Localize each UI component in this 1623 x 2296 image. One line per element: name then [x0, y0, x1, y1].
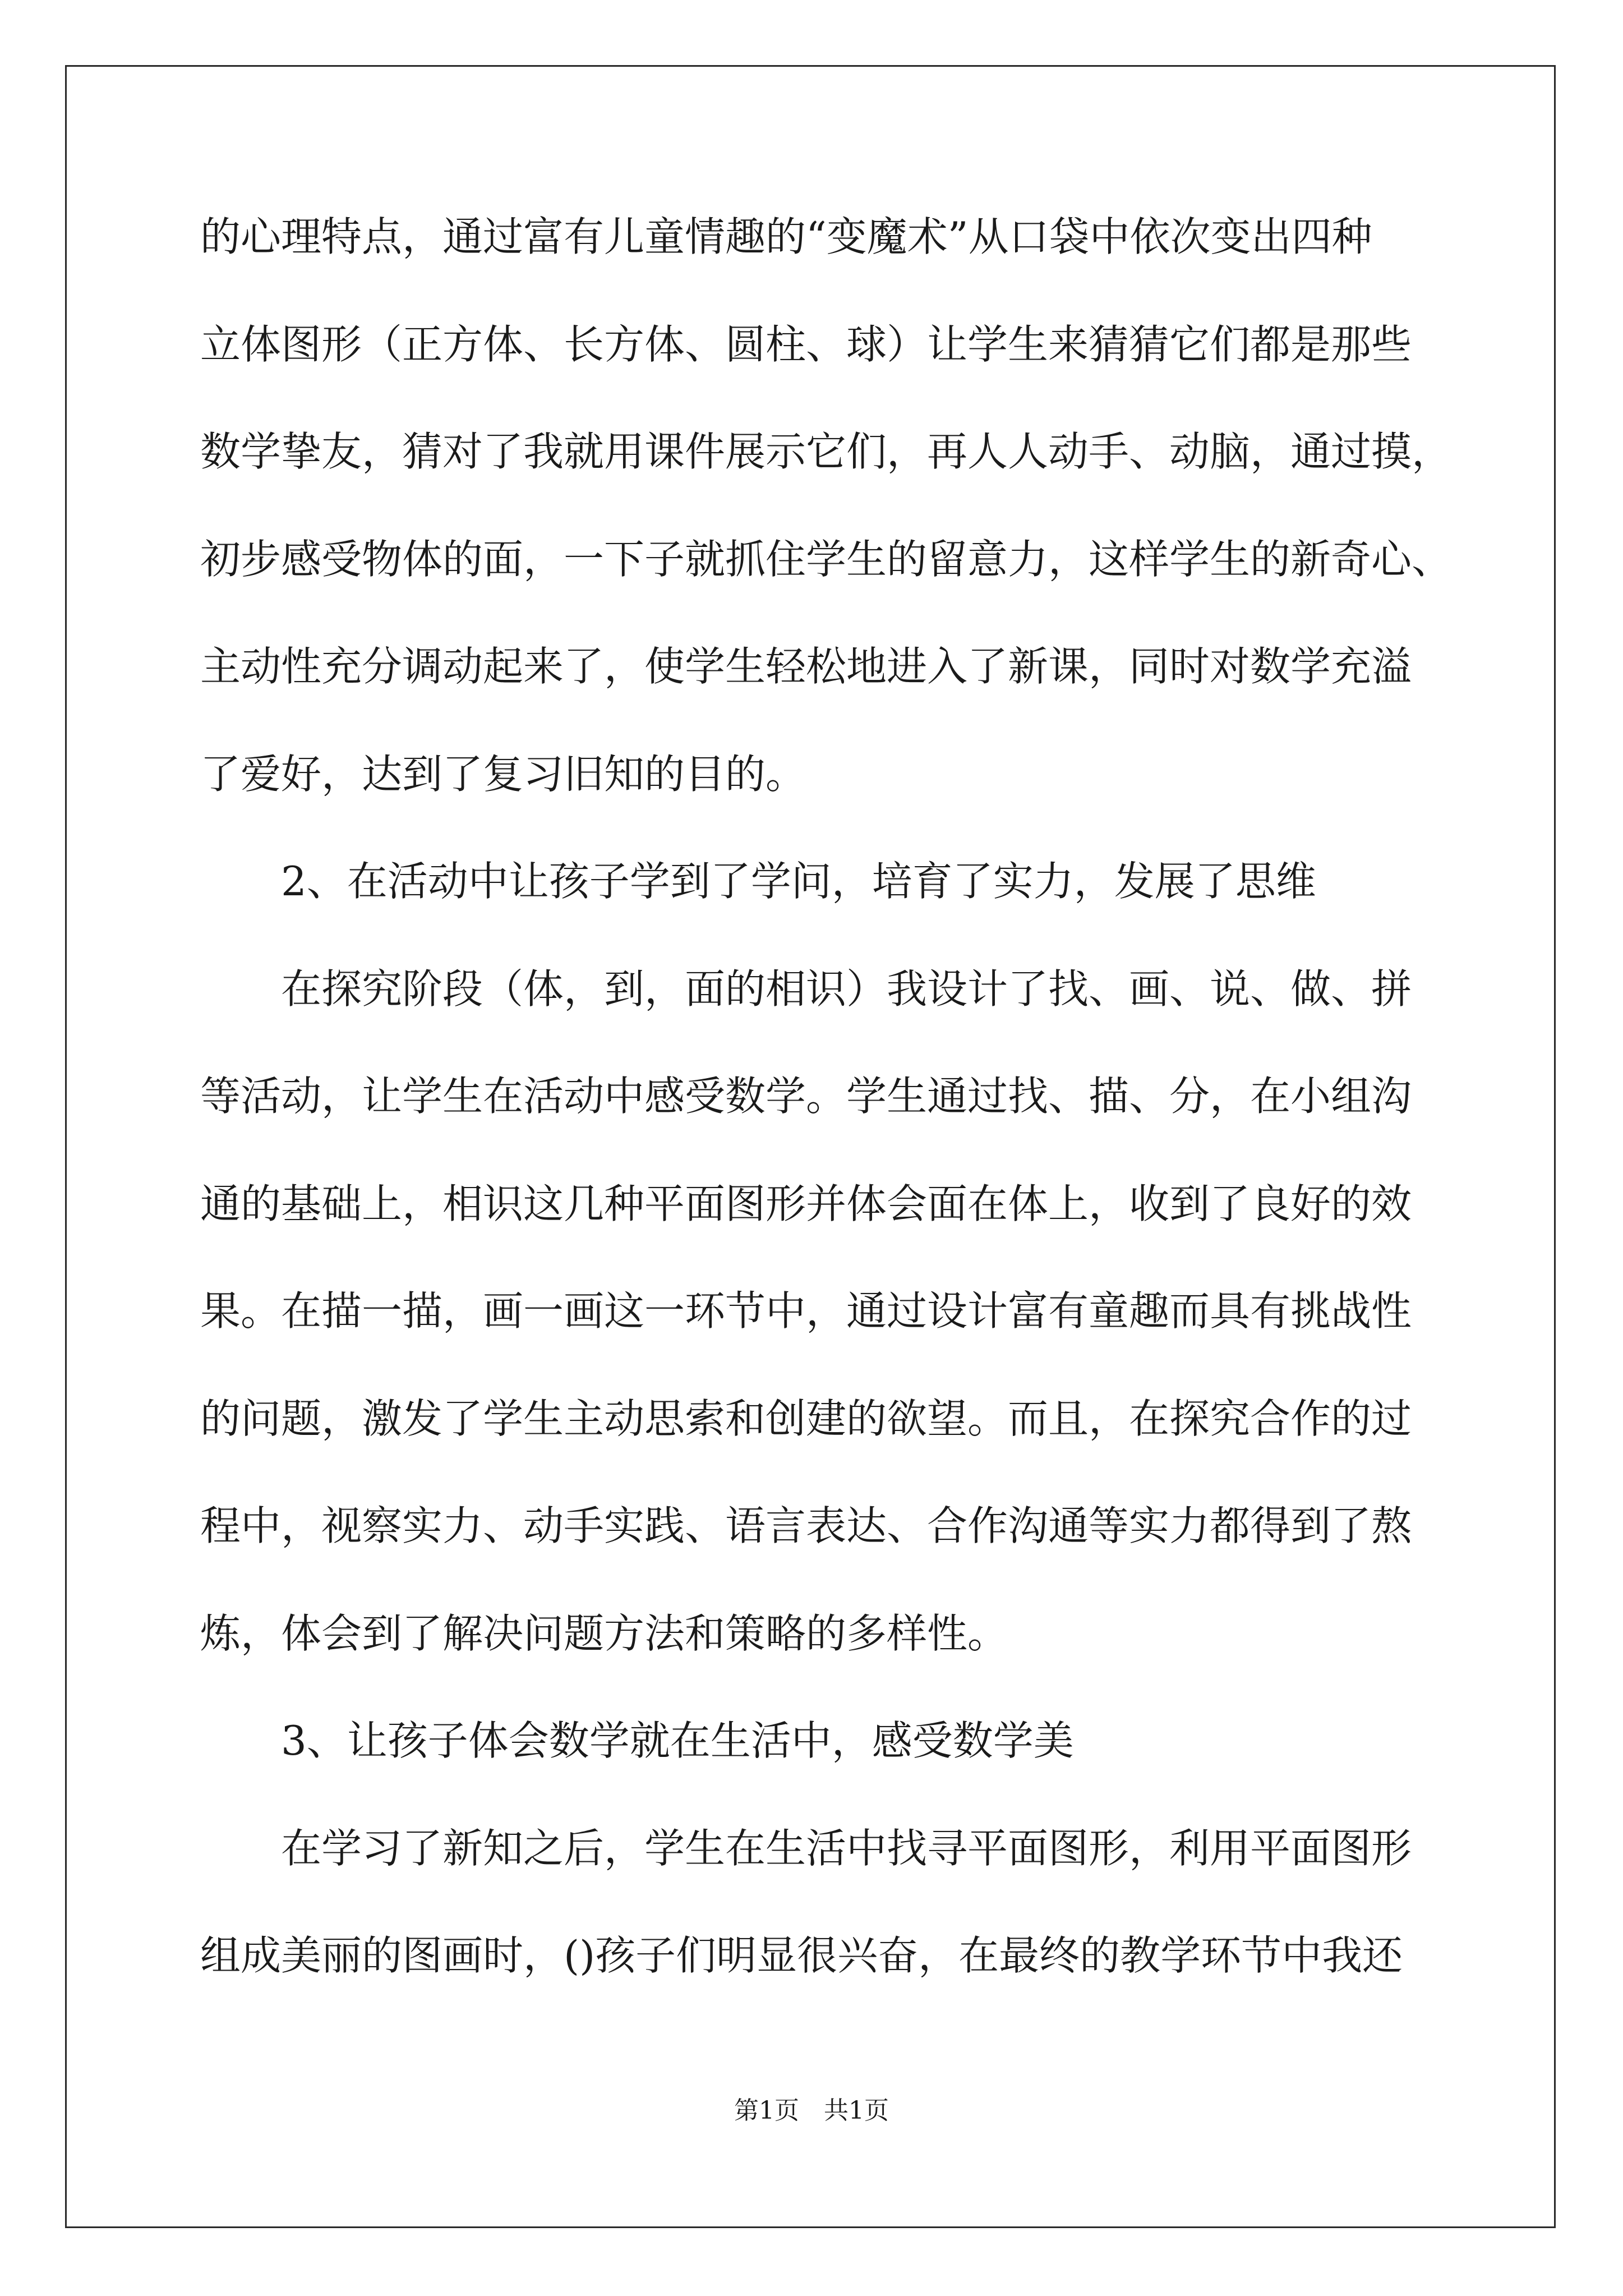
- paragraph-start: 在探究阶段（体，到，面的相识）我设计了找、画、说、做、拼: [281, 965, 1412, 1013]
- page-number-footer: 第1页 共1页: [734, 2096, 889, 2125]
- body-line: 等活动，让学生在活动中感受数学。学生通过找、描、分，在小组沟: [200, 1073, 1412, 1120]
- body-line: 组成美丽的图画时，()孩子们明显很兴奋，在最终的教学环节中我还: [200, 1932, 1403, 1979]
- body-line: 的问题，激发了学生主动思索和创建的欲望。而且，在探究合作的过: [200, 1395, 1412, 1442]
- body-line: 果。在描一描，画一画这一环节中，通过设计富有童趣而具有挑战性: [200, 1287, 1412, 1335]
- document-body: [200, 214, 1456, 2041]
- body-line: 初步感受物体的面，一下子就抓住学生的留意力，这样学生的新奇心、: [200, 535, 1453, 583]
- body-line: 炼，体会到了解决问题方法和策略的多样性。: [200, 1609, 1008, 1657]
- body-line: 数学挚友，猜对了我就用课件展示它们，再人人动手、动脑，通过摸，: [200, 428, 1453, 475]
- body-line: 程中，视察实力、动手实践、语言表达、合作沟通等实力都得到了熬: [200, 1502, 1412, 1549]
- section-heading: 3、让孩子体会数学就在生活中，感受数学美: [281, 1717, 1074, 1764]
- body-line: 主动性充分调动起来了，使学生轻松地进入了新课，同时对数学充溢: [200, 643, 1412, 690]
- body-line: 通的基础上，相识这几种平面图形并体会面在体上，收到了良好的效: [200, 1180, 1412, 1227]
- body-line: 立体图形（正方体、长方体、圆柱、球）让学生来猜猜它们都是那些: [200, 320, 1412, 368]
- paragraph-start: 在学习了新知之后，学生在生活中找寻平面图形，利用平面图形: [281, 1824, 1412, 1872]
- body-line: 了爱好，达到了复习旧知的目的。: [200, 750, 806, 798]
- body-line: 的心理特点，通过富有儿童情趣的“变魔术”从口袋中依次变出四种: [200, 213, 1372, 260]
- section-heading: 2、在活动中让孩子学到了学问，培育了实力，发展了思维: [281, 858, 1316, 905]
